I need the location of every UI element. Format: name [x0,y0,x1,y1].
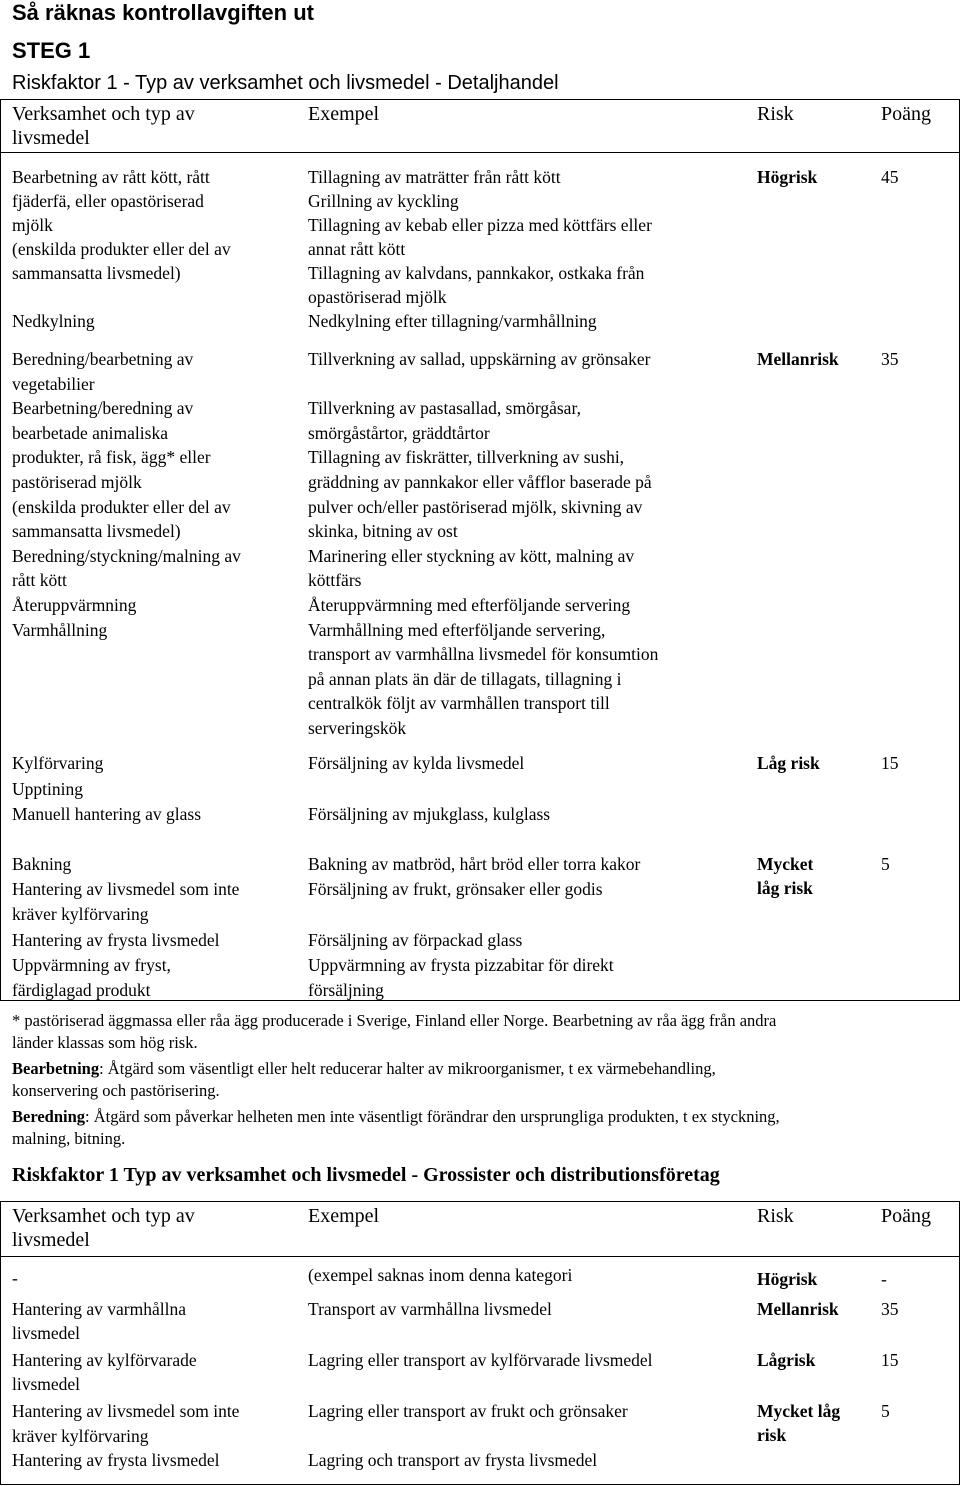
row-examples: Tillagning av maträtter från rått kött Grillning av kyckling Tillagning av kebab eller pizza med köttfärs eller annat rått kött Tillagning av kalvdans, pannkakor, ostkaka från opastöriserad mjölk Nedkylning efter tillagning/varmhållning [308,167,652,331]
row-activity: Hantering av varmhållna livsmedel [12,1299,186,1343]
header-risk: Risk [757,103,794,125]
table-rule [0,99,1,1001]
row-activity: Kylförvaring Upptining Manuell hantering av glass [12,753,202,824]
table-rule [0,1256,960,1257]
row-examples: Försäljning av kylda livsmedel Försäljning av mjukglass, kulglass [308,753,551,824]
header-example: Exempel [308,103,380,125]
row-points: - [881,1269,887,1289]
footnote-eggs: * pastöriserad äggmassa eller råa ägg producerade i Sverige, Finland eller Norge. Bearbetning av råa ägg från andra länder klassas som hög risk. [12,1011,777,1052]
row-points: 45 [881,167,899,187]
row-activity: Bakning Hantering av livsmedel som inte kräver kylförvaring Hantering av frysta livsmedel Uppvärmning av fryst, färdiglagad produkt [12,854,240,1001]
row-activity: Beredning/bearbetning av vegetabilier Bearbetning/beredning av bearbetade animaliska produkter, rå fisk, ägg* eller pastöriserad mjölk (enskilda produkter eller del av sammansatta livsmedel) Beredning/styckning/malning av rått kött Återuppvärmning Varmhållning [12,349,241,640]
definition-term: Beredning [12,1107,86,1126]
row-risk: Högrisk [757,1269,818,1289]
row-risk: Lågrisk [757,1350,816,1370]
definition-term: Bearbetning [12,1059,100,1078]
header-points: Poäng [881,103,931,125]
row-risk: Mellanrisk [757,1299,839,1319]
table-rule [0,1484,960,1485]
step-heading: STEG 1 [12,38,91,63]
row-examples: (exempel saknas inom denna kategori [308,1265,573,1285]
row-risk: Mellanrisk [757,349,839,369]
definition-bearbetning [12,1058,716,1102]
row-points: 35 [881,349,899,369]
row-points: 15 [881,753,899,773]
definition-beredning [12,1106,780,1150]
page-title: Så räknas kontrollavgiften ut [12,0,314,25]
riskfactor-retail-heading: Riskfaktor 1 - Typ av verksamhet och livsmedel - Detaljhandel [12,72,559,94]
header-activity: Verksamhet och typ av livsmedel [12,1205,195,1251]
header-points: Poäng [881,1205,931,1227]
riskfactor-wholesale-heading: Riskfaktor 1 Typ av verksamhet och livsmedel - Grossister och distributionsföretag [12,1164,720,1186]
row-activity: Bearbetning av rått kött, rått fjäderfä, eller opastöriserad mjölk (enskilda produkter eller del av sammansatta livsmedel) Nedkylning [12,167,231,331]
row-points: 5 [881,1401,890,1421]
row-examples: Lagring eller transport av frukt och grönsaker Lagring och transport av frysta livsmedel [308,1401,628,1471]
row-points: 5 [881,854,890,874]
table-rule [0,1201,1,1485]
row-activity: - [12,1268,18,1288]
header-risk: Risk [757,1205,794,1227]
row-risk: Mycket låg risk [757,854,814,898]
row-risk: Låg risk [757,753,820,773]
row-activity: Hantering av kylförvarade livsmedel [12,1350,197,1394]
row-examples: Tillverkning av sallad, uppskärning av grönsaker Tillverkning av pastasallad, smörgåsar, smörgåstårtor, gräddtårtor Tillagning av fiskrätter, tillverkning av sushi, gräddning av pannkakor eller våfflor baserade på pulver och/eller pastöriserad mjölk, skivning av skinka, bitning av ost Marinering eller styckning av kött, malning av köttfärs Återuppvärmning med efterföljande servering Varmhållning med efterföljande servering, transport av varmhållna livsmedel för konsumtion på annan plats än där de tillagats, tillagning i centralkök följt av varmhållen transport till serveringskök [308,349,659,738]
header-activity: Verksamhet och typ av livsmedel [12,103,195,149]
table-rule [0,99,960,100]
row-examples: Transport av varmhållna livsmedel [308,1299,552,1319]
row-risk: Högrisk [757,167,818,187]
row-points: 35 [881,1299,899,1319]
table-rule [0,152,960,153]
definition-text: : Åtgärd som påverkar helheten men inte väsentligt förändrar den ursprungliga produkten, t ex styckning, malning, bitning. [12,1107,780,1148]
definition-text: : Åtgärd som väsentligt eller helt reducerar halter av mikroorganismer, t ex värmebehandling, konservering och pastörisering. [12,1059,716,1100]
row-activity: Hantering av livsmedel som inte kräver kylförvaring Hantering av frysta livsmedel [12,1401,240,1471]
row-points: 15 [881,1350,899,1370]
row-examples: Lagring eller transport av kylförvarade livsmedel [308,1350,653,1370]
row-examples: Bakning av matbröd, hårt bröd eller torra kakor Försäljning av frukt, grönsaker eller godis Försäljning av förpackad glass Uppvärmning av frysta pizzabitar för direkt försäljning [308,854,641,1001]
table-rule [0,1201,960,1202]
row-risk: Mycket låg risk [757,1401,841,1445]
header-example: Exempel [308,1205,380,1227]
